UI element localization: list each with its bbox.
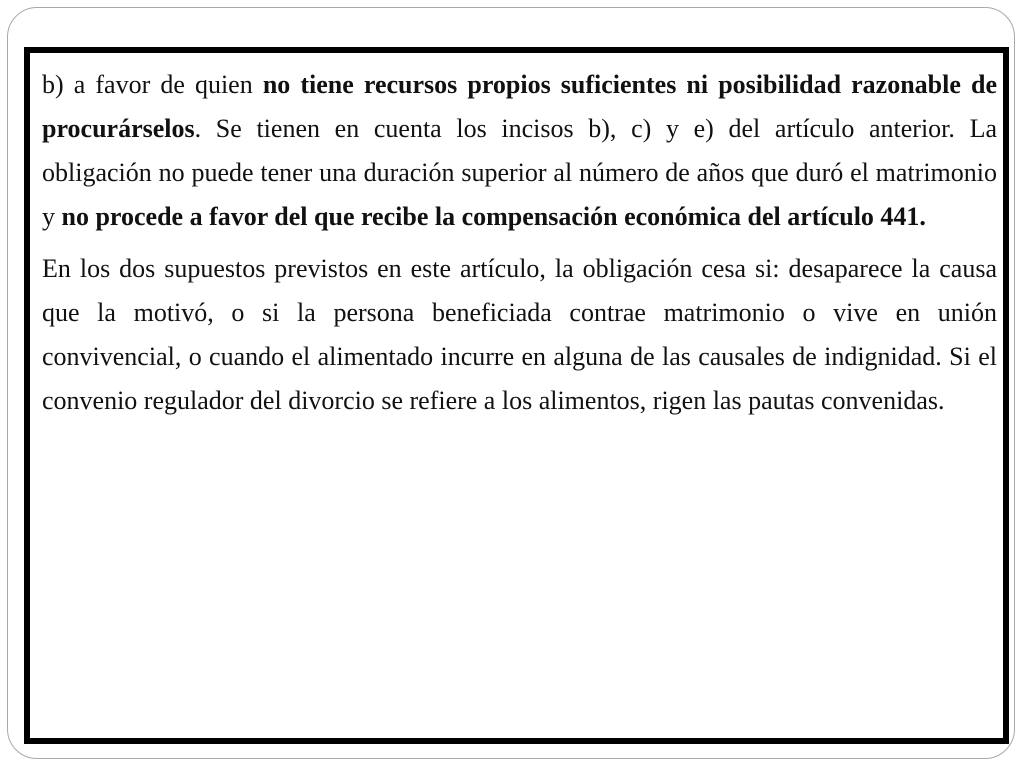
slide-body-text [42, 63, 997, 431]
paragraph-1-text: . [919, 202, 926, 231]
text-frame [24, 47, 1009, 744]
paragraph-1-text: b) a favor de quien [42, 70, 263, 99]
paragraph-1-bold: no tiene recursos propios suficientes ni posibilidad razonable de procurárselos [42, 70, 997, 143]
paragraph-2 [42, 247, 997, 423]
slide-background [7, 7, 1015, 759]
paragraph-2-text: En los dos supuestos previstos en este artículo, la obligación cesa si: desaparece la causa que la motivó, o si la persona beneficiada contrae matrimonio o vive en unión convivencial, o cuando el alimentado incurre en alguna de las causales de indignidad. Si el convenio regulador del divorcio se refiere a los alimentos, rigen las pautas convenidas. [42, 254, 997, 415]
paragraph-1 [42, 63, 997, 239]
paragraph-1-text: . Se tienen en cuenta los incisos b), c) y e) del artículo anterior. La obligación no puede tener una duración superior al número de años que duró el matrimonio y [42, 114, 997, 231]
paragraph-1-bold: no procede a favor del que recibe la compensación económica del artículo 441 [61, 202, 920, 231]
